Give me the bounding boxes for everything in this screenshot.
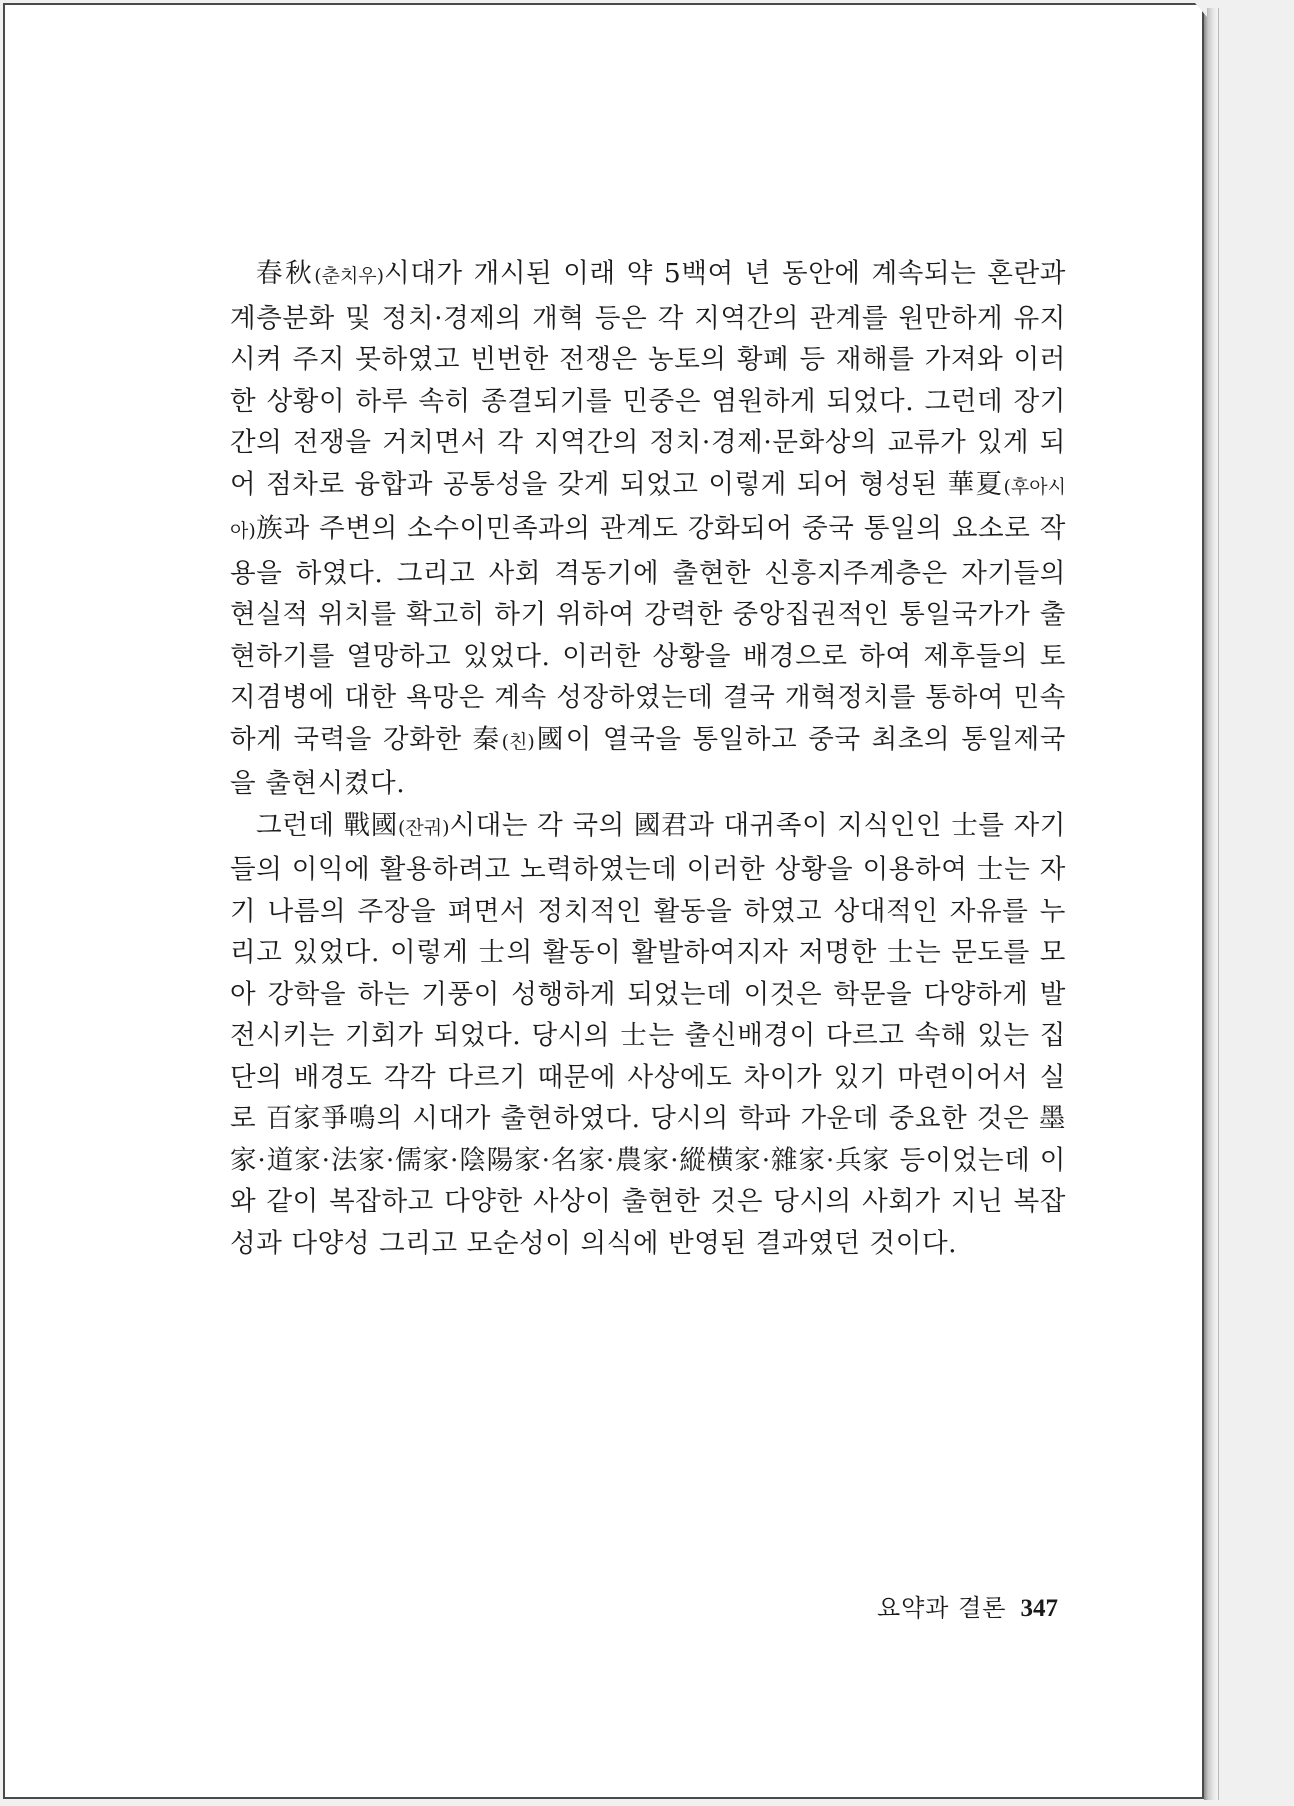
- footer-chapter-title: 요약과 결론: [876, 1594, 1007, 1622]
- romanization-gloss: (춘치우): [314, 265, 385, 287]
- text-segment: 春秋: [256, 258, 315, 289]
- romanization-gloss: (후아시아): [230, 475, 1066, 542]
- page-edge-shadow: [1204, 8, 1219, 1800]
- text-segment: 族과 주변의 소수이민족과의 관계도 강화되어 중국 통일의 요소로 작용을 하였다. 그리고 사회 격동기에 출현한 신흥지주계층은 자기들의 현실적 위치를 확고히 하기 위하여 강력한 중앙집권적인 통일국가가 출현하기를 열망하고 있었다. 이러한 상황을 배경으로 하여 제후들의 토지겸병에 대한 욕망은 계속 성장하였는데 결국 개혁정치를 통하여 민속하게 국력을 강화한 秦: [230, 513, 1066, 755]
- text-segment: 國이 열국을 통일하고 중국 최초의 통일제국을 출현시켰다.: [230, 723, 1066, 799]
- paragraph-1: [230, 253, 1066, 805]
- text-segment: 시대는 각 국의 國君과 대귀족이 지식인인 士를 자기들의 이익에 활용하려고 노력하였는데 이러한 상황을 이용하여 士는 자기 나름의 주장을 펴면서 정치적인 활동을 하였고 상대적인 자유를 누리고 있었다. 이렇게 士의 활동이 활발하여지자 저명한 士는 문도를 모아 강학을 하는 기풍이 성행하게 되었는데 이것은 학문을 다양하게 발전시키는 기회가 되었다. 당시의 士는 출신배경이 다르고 속해 있는 집단의 배경도 각각 다르기 때문에 사상에도 차이가 있기 마련이어서 실로 百家爭鳴의 시대가 출현하였다. 당시의 학파 가운데 중요한 것은 墨家·道家·法家·儒家·陰陽家·名家·農家·縱横家·雜家·兵家 등이었는데 이와 같이 복잡하고 다양한 사상이 출현한 것은 당시의 사회가 지닌 복잡성과 다양성 그리고 모순성이 의식에 반영된 결과였던 것이다.: [230, 809, 1067, 1259]
- page-number: 347: [1020, 1595, 1058, 1622]
- running-footer: [838, 1588, 1058, 1623]
- body-text: [230, 253, 1066, 1264]
- page-corner-curl: [1195, 3, 1207, 17]
- text-segment: 그런데 戰國: [256, 809, 398, 841]
- book-page: [3, 3, 1204, 1799]
- text-segment: 시대가 개시된 이래 약 5백여 년 동안에 계속되는 혼란과 계층분화 및 정치·경제의 개혁 등은 각 지역간의 관계를 원만하게 유지시켜 주지 못하였고 빈번한 전쟁은 농토의 황폐 등 재해를 가져와 이러한 상황이 하루 속히 종결되기를 민중은 염원하게 되었다. 그런데 장기간의 전쟁을 거치면서 각 지역간의 정치·경제·문화상의 교류가 있게 되어 점차로 융합과 공통성을 갖게 되었고 이렇게 되어 형성된 華夏: [230, 258, 1067, 500]
- romanization-gloss: (잔궈): [397, 816, 450, 839]
- romanization-gloss: (친): [501, 730, 535, 753]
- paragraph-2: [230, 805, 1066, 1265]
